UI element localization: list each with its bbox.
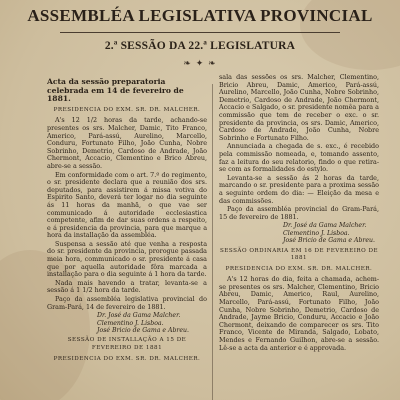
- acta-heading: Acta da sessão preparatoria celebrada em 14 de fevereiro de 1881.: [47, 77, 184, 104]
- session-heading: SESSÃO DE INSTALLAÇÃO A 15 DE FEVEREIRO DE 1881: [67, 337, 187, 352]
- paragraph: Em conformidade com o art. 7.º do regimento, o sr. presidente declara que a reunião dos srs. deputados, para assistirem á missa votiva do Espirito Santo, deverá ter logar no dia seguinte ás 11 horas da manhã, o que vae ser communicado á autoridade ecclesiastica competente, afim de dar suas ordens a respeito, e á presidencia da provincia, para que marque a hora da installação da assembléa.: [47, 170, 207, 240]
- ornament-divider: ❧ ✦ ❧: [183, 59, 217, 69]
- session-heading: SESSÃO ORDINARIA EM 16 DE FEVEREIRO DE 1881: [219, 247, 379, 262]
- presidency-line: PRESIDENCIA DO EXM. SR. DR. MALCHER.: [53, 355, 201, 362]
- signature: Dr. José da Gama Malcher.: [283, 222, 367, 230]
- column-divider: [212, 84, 213, 400]
- paragraph: A's 12 1/2 horas da tarde, achando-se presentes os srs. Malcher, Damic, Tito Franco, Americo, Pará-assú, Aurelino, Marcello, Conduru, Fortunato Filho, João Cunha, Nobre Sobrinho, Demetrio, Cardoso de Andrade, João Chermont, Accacio, Clementino e Brico Abreu, abre-se a sessão.: [47, 116, 207, 170]
- presidency-line: PRESIDENCIA DO EXM. SR. DR. MALCHER.: [225, 265, 373, 272]
- paragraph: A's 12 horas do dia, feita a chamada, achem-se presentes os srs. Malcher, Clementino, Bricio Abreu, Damic, Americo, Raul, Aurelino, Marcello, Pará-assú, Fortunato Filho, João Cunha, Nobre Sobrinho, Demetrio, Cardoso de Andrade, Jayme Bricio, Conduru, Accacio e João Chermont, deixando de comparecer os srs. Tito Franco, Vicente de Miranda, Salgado, Lobato, Mendes e Fernando Guilhon, abre-se a sessão. Lê-se a acta da anterior e é approvada.: [219, 275, 379, 352]
- left-column: [47, 74, 207, 400]
- masthead-title: ASSEMBLÉA LEGISLATIVA PROVINCIAL: [27, 6, 373, 25]
- presidency-line: PRESIDENCIA DO EXM. SR. DR. MALCHER.: [53, 106, 201, 113]
- session-title: 2.ª SESSÃO DA 22.ª LEGISLATURA: [104, 40, 296, 52]
- paragraph: Suspensa a sessão até que venha a resposta do sr. presidente da provincia, prorogue passada meia hora, communicado o sr. presidente á casa que por aquella autoridade fôra marcada a installação para o dia seguinte á 1 hora da tarde.: [47, 239, 207, 279]
- signature: José Bricio de Gama e Abreu.: [97, 327, 190, 335]
- signature: Clementino J. Lisboa.: [97, 319, 164, 327]
- paragraph: Levanta-se a sessão ás 2 horas da tarde, marcando o sr. presidente para a proxima sessão a seguinte ordem do dia: — Eleição da mesa e das commissões.: [219, 173, 379, 205]
- paragraph: Paço da assembléa legislativa provincial do Gram-Pará, 14 de fevereiro de 1881.: [47, 295, 207, 311]
- paragraph: Paço da assembléa provincial do Gram-Pará, 15 de fevereiro de 1881.: [219, 205, 379, 221]
- paragraph: Nada mais havendo a tratar, levanta-se a sessão á 1 1/2 hora da tarde.: [47, 278, 207, 295]
- signature: José Bricio de Gama e Abreu.: [283, 237, 376, 245]
- paragraph: Annunciada a chegada de s. exc., é recebido pela commissão nomeada, e, tomando assento, faz a leitura do seu relatorio, findo o que retira-se com as formalidades do estylo.: [219, 142, 379, 174]
- signature: Dr. José da Gama Malcher.: [97, 312, 181, 320]
- header-divider: [60, 32, 340, 33]
- signature: Clementino J. Lisboa.: [283, 229, 350, 237]
- right-column: [219, 74, 379, 400]
- paragraph: sala das sessões os srs. Malcher, Clementino, Bricio Abreu, Damic, Americo, Pará-assú, Aurelino, Marcello, João Cunha, Nobre Sobrinho, Demetrio, Cardoso de Andrade, João Chermont, Accacio e Salgado, o sr. presidente nomêa para a commissão que tem de receber o exc. o sr. presidente da provincia, os srs. Damic, Americo, Cardoso de Andrade, João Cunha, Nobre Sobrinho e Fortunato Filho.: [219, 74, 379, 142]
